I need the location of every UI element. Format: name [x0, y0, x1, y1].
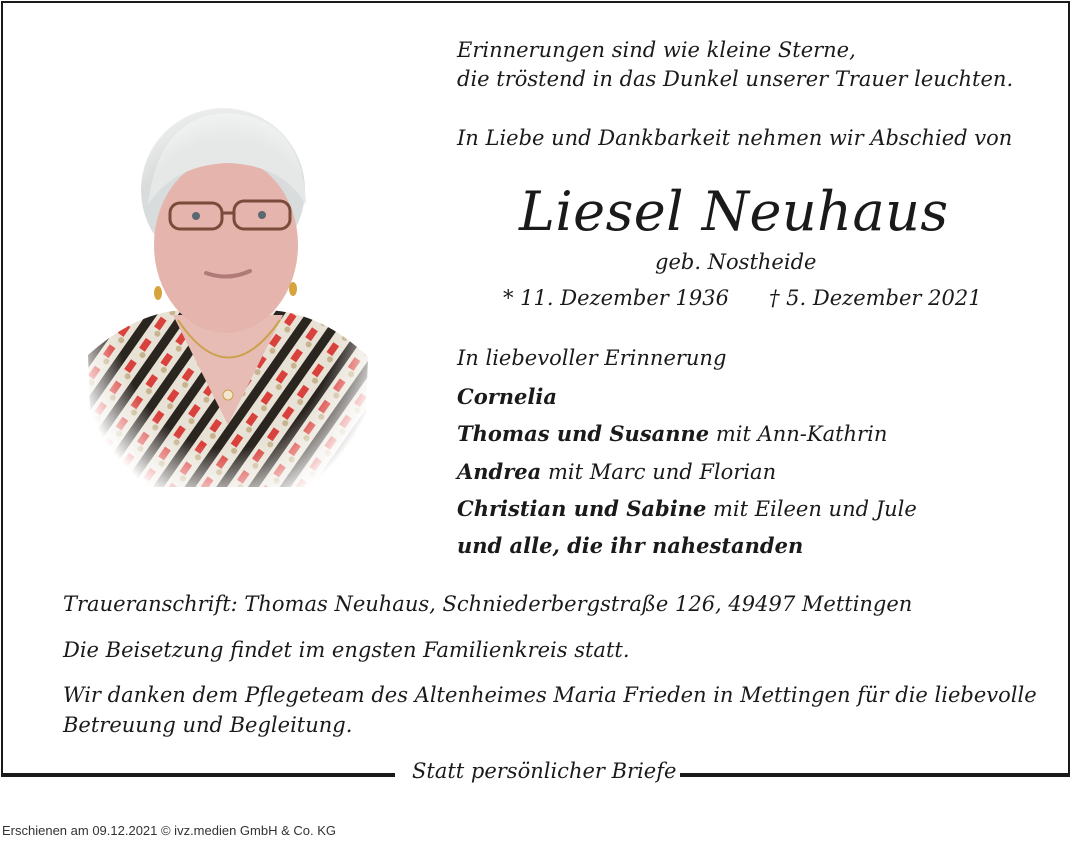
family-line-3: Andrea mit Marc und Florian [457, 459, 777, 484]
family-line-5: und alle, die ihr nahestanden [457, 533, 804, 558]
family-heading: In liebevoller Erinnerung [457, 346, 727, 370]
publication-credit: Erschienen am 09.12.2021 © ivz.medien GmbH & Co. KG [2, 823, 337, 838]
birth-name: geb. Nostheide [655, 250, 817, 274]
footer-note: Statt persönlicher Briefe [412, 759, 677, 783]
intro-text: In Liebe und Dankbarkeit nehmen wir Abschied von [457, 126, 1013, 150]
address-line: Traueranschrift: Thomas Neuhaus, Schniederbergstraße 126, 49497 Mettingen [63, 592, 913, 616]
family-line-2: Thomas und Susanne mit Ann-Kathrin [457, 421, 888, 446]
bottom-rule-right [680, 773, 1070, 777]
birth-date: * 11. Dezember 1936 [503, 286, 729, 310]
thanks-line-1: Wir danken dem Pflegeteam des Altenheimes Maria Frieden in Mettingen für die liebevolle [63, 683, 1037, 707]
family-line-4: Christian und Sabine mit Eileen und Jule [457, 496, 917, 521]
thanks-line-2: Betreuung und Begleitung. [63, 713, 353, 737]
portrait-photo [78, 95, 378, 495]
funeral-line: Die Beisetzung findet im engsten Familienkreis statt. [63, 638, 630, 662]
quote-line-1: Erinnerungen sind wie kleine Sterne, [457, 38, 856, 62]
bottom-rule-left [1, 773, 395, 777]
quote-line-2: die tröstend in das Dunkel unserer Trauer leuchten. [457, 67, 1014, 91]
death-date: † 5. Dezember 2021 [769, 286, 982, 310]
family-line-1: Cornelia [457, 384, 557, 409]
deceased-name: Liesel Neuhaus [519, 180, 949, 243]
